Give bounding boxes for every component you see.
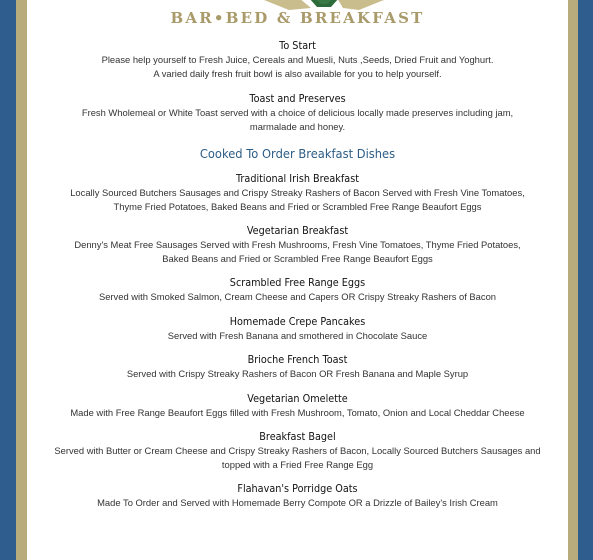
dish-line: Locally Sourced Butchers Sausages and Crispy Streaky Rashers of Bacon Served with Fresh Vine Tomatoes, (70, 187, 525, 198)
cooked-heading: Cooked To Order Breakfast Dishes (199, 146, 396, 161)
dish-name: Homemade Crepe Pancakes (229, 315, 366, 328)
section-line: marmalade and honey. (249, 120, 346, 132)
menu-content (27, 40, 568, 510)
brand-title: BAR•BED & BREAKFAST (170, 9, 425, 27)
cooked-section-title (27, 146, 568, 162)
section-to-start (27, 40, 568, 80)
dish-line: Served with Butter or Cream Cheese and Crispy Streaky Rashers of Bacon, Locally Sourced Butchers Sausages and (54, 445, 541, 456)
dish-item (27, 225, 568, 265)
section-toast (27, 93, 568, 133)
dish-name: Brioche French Toast (247, 354, 348, 366)
dish-item (27, 354, 568, 381)
section-line: Fresh Wholemeal or White Toast served with a choice of delicious locally made preserves including jam, (81, 107, 514, 118)
dish-line: Denny's Meat Free Sausages Served with Fresh Mushrooms, Fresh Vine Tomatoes, Thyme Fried Potatoes, (74, 239, 521, 250)
section-line: A varied daily fresh fruit bowl is also available for you to help yourself. (153, 67, 442, 79)
dish-line: Served with Smoked Salmon, Cream Cheese and Capers OR Crispy Streaky Rashers of Bacon (98, 291, 497, 302)
section-heading: To Start (279, 40, 316, 52)
dish-item (27, 277, 568, 304)
menu-page (27, 0, 568, 560)
dish-item (27, 393, 568, 420)
dish-line: Made To Order and Served with Homemade Berry Compote OR a Drizzle of Bailey's Irish Cream (97, 497, 498, 508)
section-line: Please help yourself to Fresh Juice, Cereals and Muesli, Nuts ,Seeds, Dried Fruit and Yoghurt. (101, 54, 494, 65)
dish-line: Served with Crispy Streaky Rashers of Bacon OR Fresh Banana and Maple Syrup (126, 368, 469, 379)
dish-line: Baked Beans and Fried or Scrambled Free Range Beaufort Eggs (162, 252, 433, 264)
dish-item (27, 316, 568, 343)
dish-name: Scrambled Free Range Eggs (229, 277, 366, 289)
dish-name: Vegetarian Omelette (247, 392, 348, 405)
dish-name: Traditional Irish Breakfast (235, 173, 360, 185)
dish-item (27, 483, 568, 510)
dish-line: Served with Fresh Banana and smothered in Chocolate Sauce (167, 329, 428, 341)
dish-line: Thyme Fried Potatoes, Baked Beans and Fried or Scrambled Free Range Beaufort Eggs (113, 200, 482, 212)
dish-name: Flahavan's Porridge Oats (237, 483, 358, 495)
dish-item (27, 173, 568, 213)
dish-line: Made with Free Range Beaufort Eggs filled with Fresh Mushroom, Tomato, Onion and Local Cheddar Cheese (70, 406, 525, 418)
section-heading: Toast and Preserves (249, 93, 346, 105)
dish-item (27, 431, 568, 471)
dish-name: Vegetarian Breakfast (246, 225, 349, 237)
dish-name: Breakfast Bagel (259, 431, 336, 443)
dish-line: topped with a Fried Free Range Egg (221, 458, 374, 470)
